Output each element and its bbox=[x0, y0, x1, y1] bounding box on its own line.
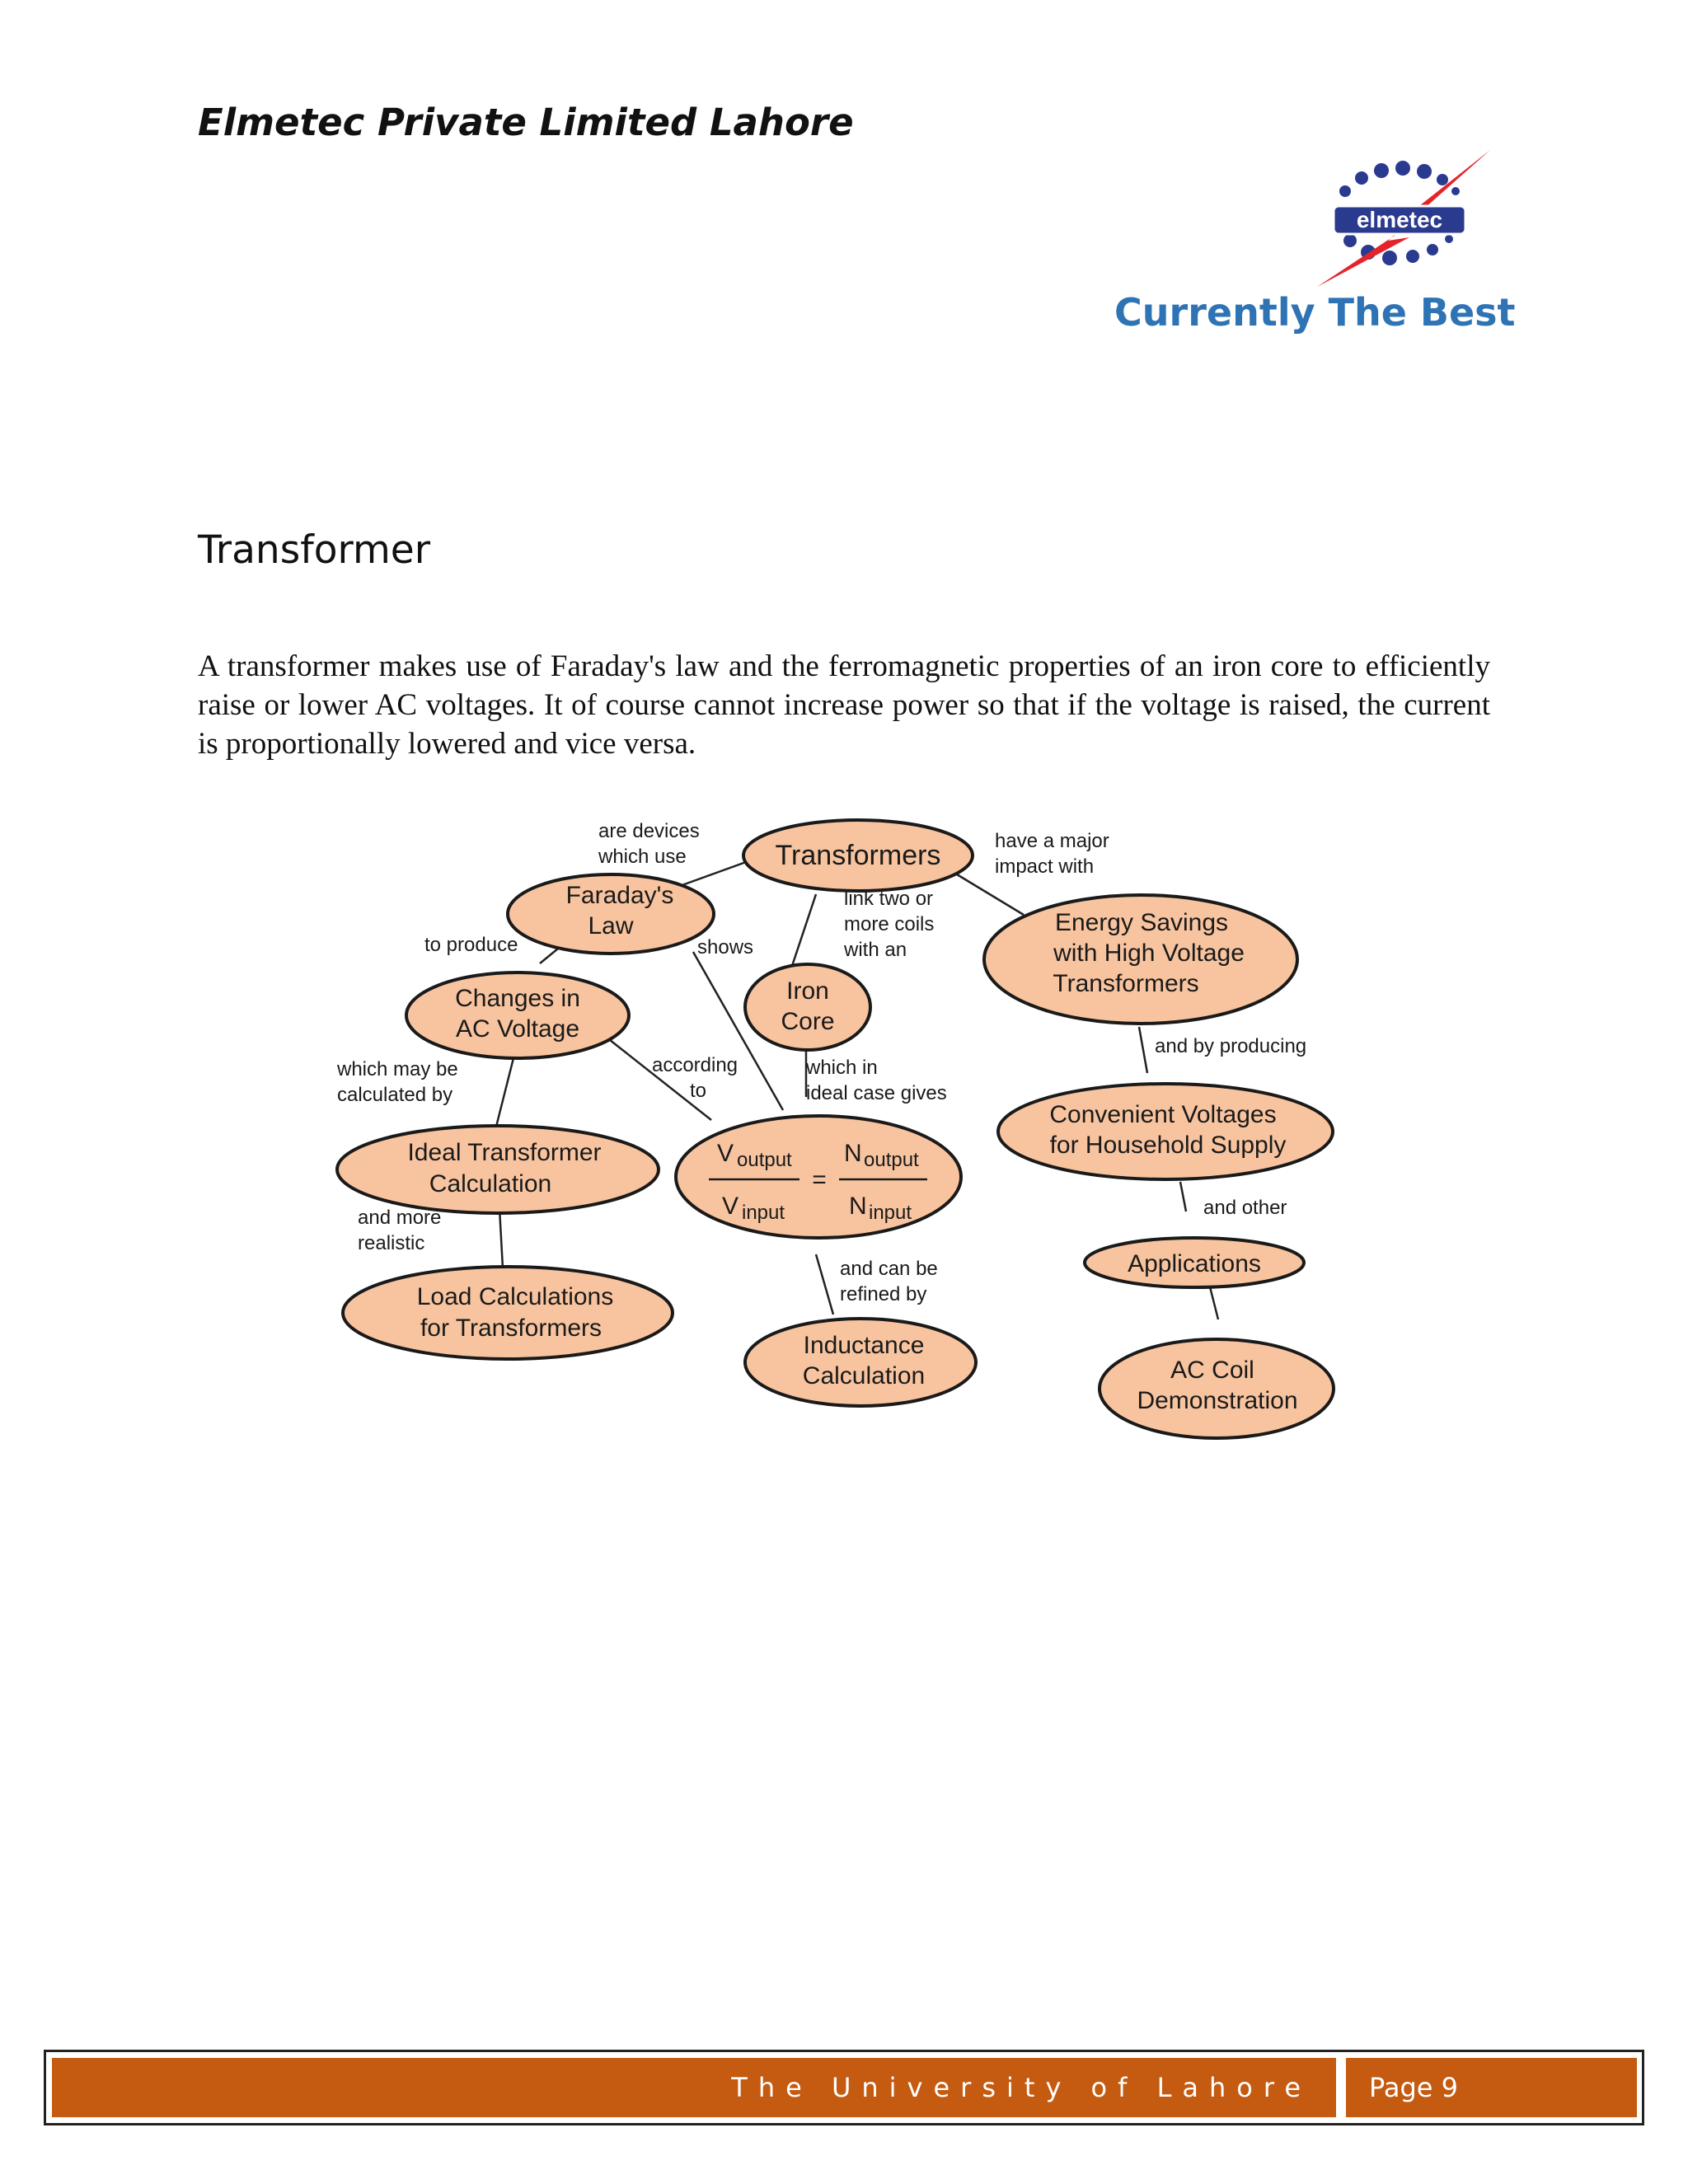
node-applications bbox=[1085, 1238, 1304, 1287]
svg-text:ideal case gives: ideal case gives bbox=[806, 1082, 947, 1104]
svg-text:refined by: refined by bbox=[840, 1283, 927, 1305]
svg-text:Core: Core bbox=[781, 1008, 835, 1035]
link-and-by-producing: and by producing bbox=[1155, 1035, 1307, 1057]
svg-text:N: N bbox=[849, 1193, 867, 1220]
svg-text:AC Coil: AC Coil bbox=[1170, 1357, 1254, 1384]
node-inductance-calculation bbox=[745, 1319, 976, 1406]
link-according-to bbox=[652, 1054, 738, 1102]
svg-text:output: output bbox=[864, 1149, 919, 1171]
svg-text:Law: Law bbox=[588, 912, 634, 940]
body-paragraph: A transformer makes use of Faraday's law and the ferromagnetic properties of an iron core to efficiently raise or lower AC voltages. It of course cannot increase power so that if the voltage is raised, the current is proportionally lowered and vice versa. bbox=[198, 649, 1490, 761]
svg-text:Changes in: Changes in bbox=[455, 985, 580, 1012]
svg-text:output: output bbox=[737, 1149, 792, 1171]
svg-text:for Household Supply: for Household Supply bbox=[1049, 1132, 1287, 1159]
footer-university-bar bbox=[52, 2058, 1336, 2117]
link-which-in-ideal-case bbox=[805, 1057, 947, 1104]
svg-text:calculated by: calculated by bbox=[337, 1084, 453, 1106]
svg-text:more coils: more coils bbox=[844, 913, 935, 935]
link-are-devices bbox=[598, 820, 700, 868]
svg-text:V: V bbox=[722, 1193, 739, 1220]
svg-text:Energy Savings: Energy Savings bbox=[1054, 909, 1229, 936]
link-and-more-realistic bbox=[358, 1207, 441, 1254]
svg-text:Load Calculations: Load Calculations bbox=[416, 1283, 614, 1310]
page-label: Page bbox=[1369, 2072, 1433, 2103]
svg-text:to: to bbox=[689, 1080, 707, 1102]
svg-text:Calculation: Calculation bbox=[802, 1362, 926, 1390]
svg-text:have a major: have a major bbox=[995, 830, 1109, 852]
svg-text:are devices: are devices bbox=[598, 820, 700, 842]
node-transformers bbox=[743, 820, 973, 891]
node-ac-coil-demonstration bbox=[1100, 1339, 1334, 1438]
node-changes-ac-voltage bbox=[406, 972, 629, 1058]
page-number bbox=[1369, 2058, 1458, 2117]
svg-text:and can be: and can be bbox=[840, 1258, 938, 1280]
node-ideal-transformer-calculation bbox=[337, 1126, 659, 1213]
svg-text:and more: and more bbox=[358, 1207, 442, 1229]
node-load-calculations bbox=[343, 1267, 673, 1359]
page-number-value: 9 bbox=[1441, 2072, 1458, 2103]
svg-text:input: input bbox=[742, 1202, 785, 1224]
svg-text:Calculation: Calculation bbox=[429, 1170, 552, 1197]
svg-text:impact with: impact with bbox=[995, 855, 1095, 878]
svg-text:Ideal Transformer: Ideal Transformer bbox=[407, 1139, 602, 1166]
link-have-major-impact bbox=[995, 830, 1109, 878]
node-energy-savings bbox=[984, 895, 1297, 1024]
svg-text:V: V bbox=[717, 1140, 734, 1167]
link-which-may-be-calculated bbox=[336, 1058, 458, 1106]
svg-text:Iron: Iron bbox=[786, 977, 829, 1005]
svg-text:which use: which use bbox=[598, 846, 687, 868]
footer-page-box bbox=[1346, 2058, 1637, 2117]
svg-text:link two or: link two or bbox=[844, 888, 934, 910]
link-and-can-be-refined bbox=[840, 1258, 938, 1305]
node-iron-core bbox=[745, 964, 870, 1050]
svg-text:input: input bbox=[869, 1202, 912, 1224]
svg-text:Transformers: Transformers bbox=[1053, 970, 1199, 997]
svg-text:Inductance: Inductance bbox=[803, 1332, 925, 1359]
node-convenient-voltages bbox=[998, 1084, 1333, 1179]
elmetec-logo bbox=[1311, 148, 1492, 288]
section-title: Transformer bbox=[198, 527, 431, 573]
link-to-produce: to produce bbox=[424, 934, 518, 956]
svg-text:which in: which in bbox=[806, 1057, 878, 1079]
svg-text:according: according bbox=[651, 1054, 738, 1076]
svg-text:=: = bbox=[812, 1166, 827, 1193]
svg-text:Faraday's: Faraday's bbox=[565, 882, 674, 909]
link-and-other: and other bbox=[1203, 1197, 1287, 1219]
company-name: Elmetec Private Limited Lahore bbox=[198, 101, 854, 144]
logo-text: elmetec bbox=[1356, 207, 1443, 232]
svg-text:AC Voltage: AC Voltage bbox=[455, 1015, 580, 1043]
footer-university-name: The University of Lahore bbox=[731, 2072, 1311, 2103]
svg-text:which may be: which may be bbox=[337, 1058, 458, 1080]
svg-text:Transformers: Transformers bbox=[775, 840, 941, 871]
svg-text:Convenient Voltages: Convenient Voltages bbox=[1049, 1101, 1277, 1128]
svg-text:for Transformers: for Transformers bbox=[420, 1315, 603, 1342]
transformer-concept-map bbox=[330, 812, 1343, 1455]
svg-text:Demonstration: Demonstration bbox=[1137, 1387, 1298, 1414]
svg-text:N: N bbox=[844, 1140, 862, 1167]
link-two-or-more-coils bbox=[843, 888, 934, 961]
node-faradays-law bbox=[508, 874, 714, 954]
link-shows: shows bbox=[697, 936, 754, 958]
svg-text:with an: with an bbox=[844, 939, 907, 961]
svg-text:with High Voltage: with High Voltage bbox=[1053, 940, 1245, 967]
node-voltage-ratio-equation bbox=[676, 1116, 961, 1238]
svg-text:Applications: Applications bbox=[1128, 1250, 1261, 1277]
svg-text:realistic: realistic bbox=[358, 1232, 425, 1254]
tagline: Currently The Best bbox=[1114, 290, 1516, 335]
